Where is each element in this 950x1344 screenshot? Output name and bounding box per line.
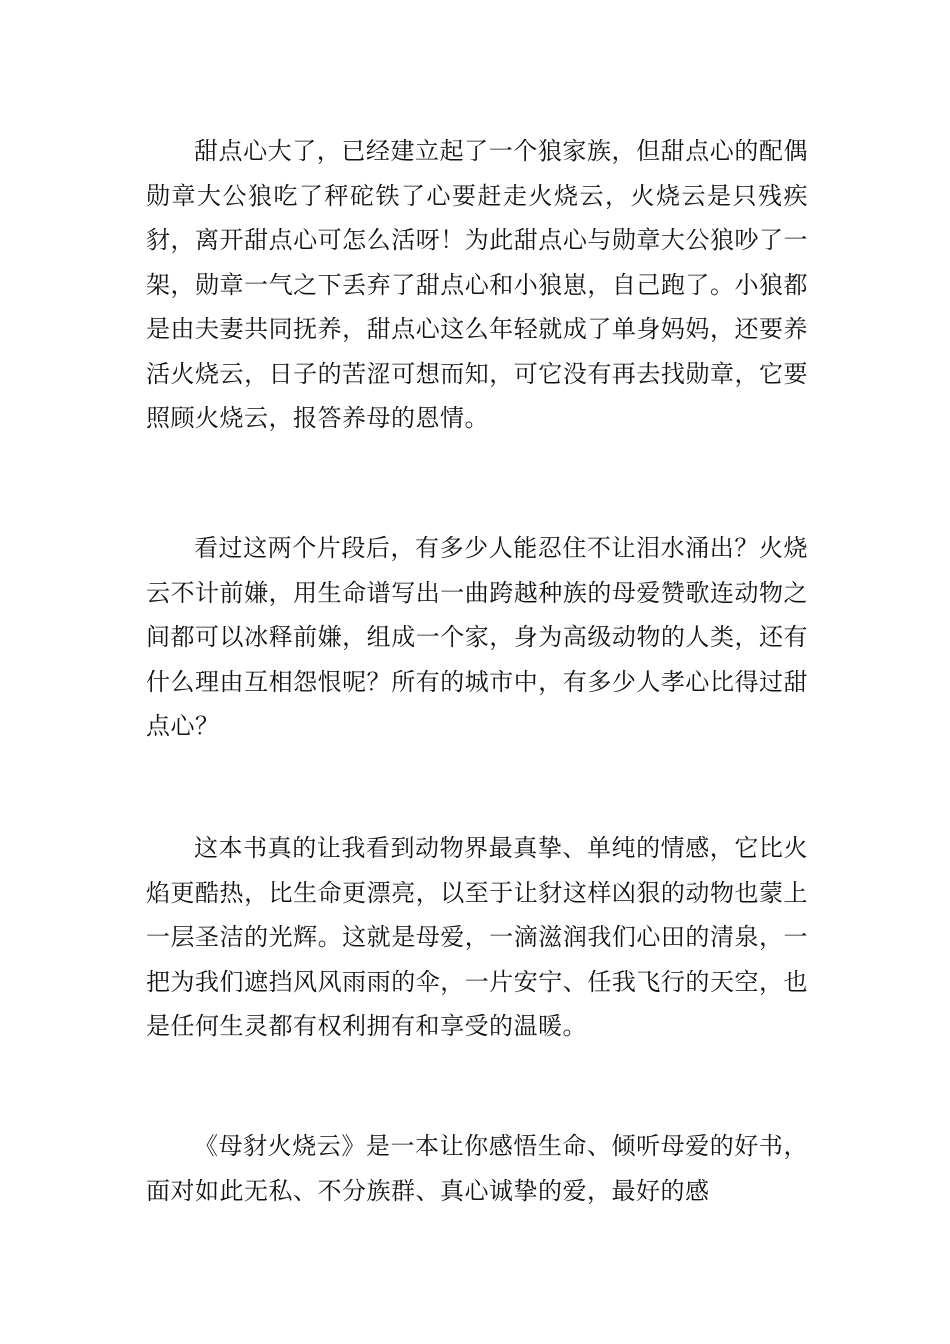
paragraph-2: 看过这两个片段后，有多少人能忍住不让泪水涌出？火烧云不计前嫌，用生命谱写出一曲跨越种族的母爱赞歌连动物之间都可以冰释前嫌，组成一个家，身为高级动物的人类，还有什么理由互相怨恨呢？所有的城市中，有多少人孝心比得过甜点心？ <box>146 534 808 740</box>
paragraph-3: 这本书真的让我看到动物界最真挚、单纯的情感，它比火焰更酷热，比生命更漂亮，以至于让豺这样凶狠的动物也蒙上一层圣洁的光辉。这就是母爱，一滴滋润我们心田的清泉，一把为我们遮挡风风雨雨的伞，一片安宁、任我飞行的天空，也是任何生灵都有权利拥有和享受的温暖。 <box>146 834 808 1040</box>
paragraph-1: 甜点心大了，已经建立起了一个狼家族，但甜点心的配偶勋章大公狼吃了秤砣铁了心要赶走火烧云，火烧云是只残疾豺，离开甜点心可怎么活呀！为此甜点心与勋章大公狼吵了一架，勋章一气之下丢弃了甜点心和小狼崽，自己跑了。小狼都是由夫妻共同抚养，甜点心这么年轻就成了单身妈妈，还要养活火烧云，日子的苦涩可想而知，可它没有再去找勋章，它要照顾火烧云，报答养母的恩情。 <box>146 137 808 432</box>
paragraph-4: 《母豺火烧云》是一本让你感悟生命、倾听母爱的好书，面对如此无私、不分族群、真心诚挚的爱，最好的感 <box>146 1132 808 1205</box>
